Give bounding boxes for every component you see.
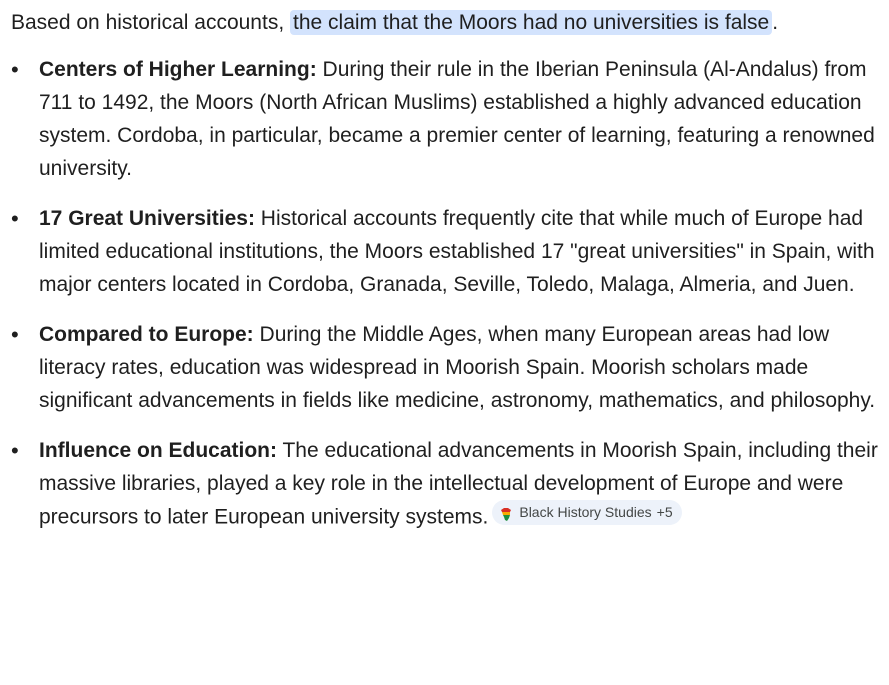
- bullet-marker: •: [11, 322, 19, 347]
- source-chip-count: +5: [656, 504, 673, 520]
- africa-map-icon: [498, 505, 514, 521]
- point-text: During the Middle Ages, when many European areas had low literacy rates, education was widespread in Moorish Spain. Moorish scholars made significant advancements in fields like medicine, astronomy, mathematics, and philosophy.: [39, 323, 876, 412]
- intro-paragraph: [11, 6, 871, 39]
- point-term: Compared to Europe:: [39, 323, 254, 346]
- point-term: 17 Great Universities:: [39, 207, 255, 230]
- highlighted-claim: the claim that the Moors had no universities is false: [290, 10, 772, 35]
- list-item: [11, 53, 885, 185]
- bullet-marker: •: [11, 206, 19, 231]
- intro-prefix: Based on historical accounts,: [11, 11, 290, 34]
- bullet-marker: •: [11, 438, 19, 463]
- list-item: [11, 318, 885, 417]
- bullet-marker: •: [11, 57, 19, 82]
- point-term: Influence on Education:: [39, 439, 278, 462]
- list-item: [11, 434, 885, 534]
- source-chip[interactable]: [492, 500, 681, 525]
- point-text: Historical accounts frequently cite that while much of Europe had limited educational institutions, the Moors established 17 "great universities" in Spain, with major centers located in Cordoba, Granada, Seville, Toledo, Malaga, Almeria, and Juen.: [39, 207, 875, 296]
- intro-suffix: .: [772, 11, 779, 34]
- list-item: [11, 202, 885, 301]
- key-points-list: [11, 53, 885, 534]
- point-text: During their rule in the Iberian Peninsula (Al-Andalus) from 711 to 1492, the Moors (North African Muslims) established a highly advanced education system. Cordoba, in particular, became a premier center of learning, featuring a renowned university.: [39, 58, 875, 180]
- point-term: Centers of Higher Learning:: [39, 58, 317, 81]
- source-chip-label: Black History Studies: [519, 504, 652, 520]
- point-text: The educational advancements in Moorish Spain, including their massive libraries, played a key role in the intellectual development of Europe and were precursors to later European university systems.: [39, 439, 878, 529]
